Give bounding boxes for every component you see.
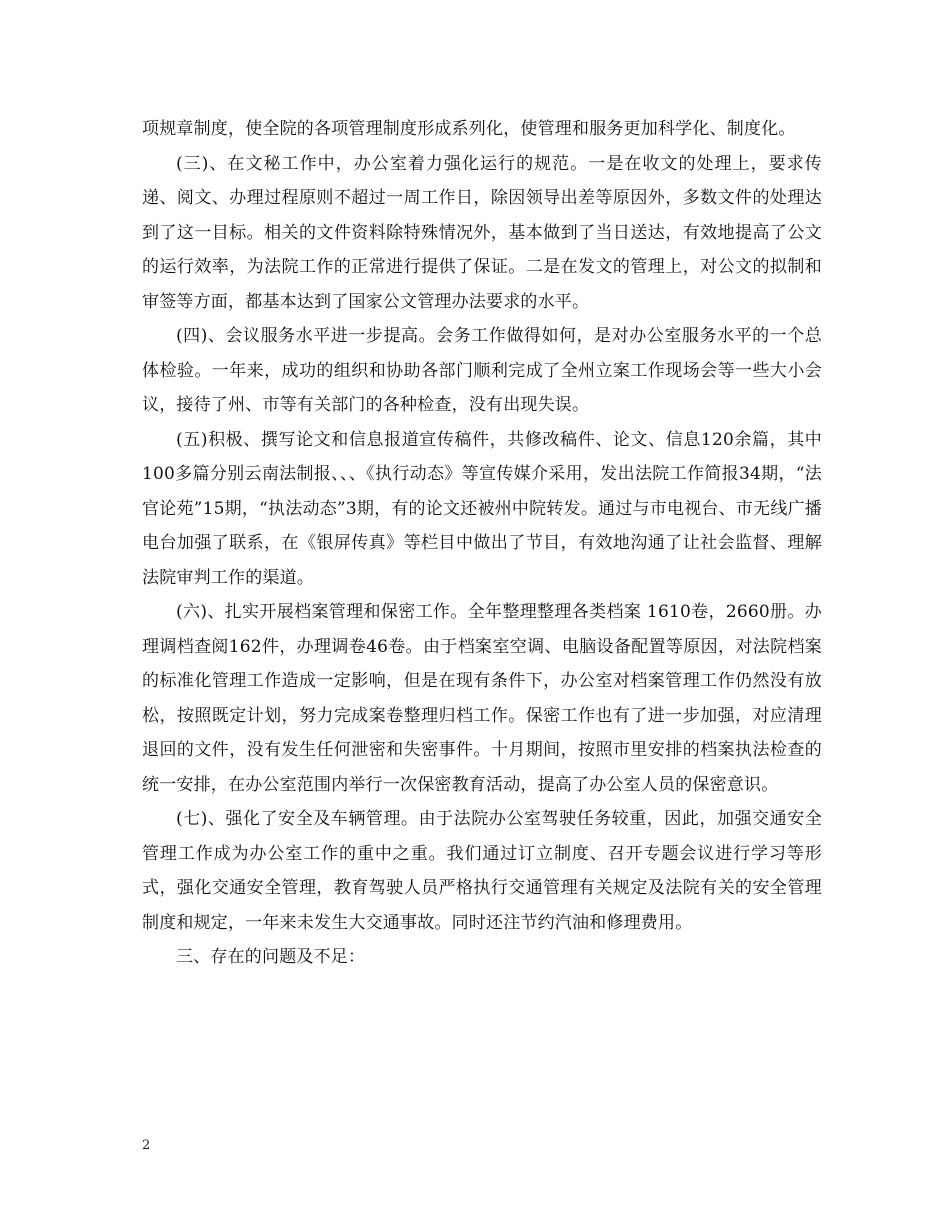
paragraph-meeting-service: (四)、会议服务水平进一步提高。会务工作做得如何，是对办公室服务水平的一个总体检验。一年来，成功的组织和协助各部门顺利完成了全州立案工作现场会等一些大小会议，接待了州、市等有关部门的各种检查，没有出现失误。	[142, 326, 822, 415]
document-body	[142, 112, 822, 975]
paragraph-continuation: 项规章制度，使全院的各项管理制度形成系列化，使管理和服务更加科学化、制度化。	[142, 119, 796, 139]
paragraph-secretarial-work: (三)、在文秘工作中，办公室着力强化运行的规范。一是在收文的处理上，要求传递、阅文、办理过程原则不超过一周工作日，除因领导出差等原因外，多数文件的处理达到了这一目标。相关的文件资料除特殊情况外，基本做到了当日送达，有效地提高了公文的运行效率，为法院工作的正常进行提供了保证。二是在发文的管理上，对公文的拟制和审签等方面，都基本达到了国家公文管理办法要求的水平。	[142, 153, 822, 312]
page-number: 2	[142, 1138, 151, 1153]
paragraph-archive-management: (六)、扎实开展档案管理和保密工作。全年整理整理各类档案 1610卷，2660册。办理调档查阅162件，办理调卷46卷。由于档案室空调、电脑设备配置等原因，对法院档案的标准化管理工作造成一定影响，但是在现有条件下，办公室对档案管理工作仍然没有放松，按照既定计划，努力完成案卷整理归档工作。保密工作也有了进一步加强，对应清理退回的文件，没有发生任何泄密和失密事件。十月期间，按照市里安排的档案执法检查的统一安排，在办公室范围内举行一次保密教育活动，提高了办公室人员的保密意识。	[142, 602, 822, 795]
paragraph-vehicle-safety: (七)、强化了安全及车辆管理。由于法院办公室驾驶任务较重，因此，加强交通安全管理工作成为办公室工作的重中之重。我们通过订立制度、召开专题会议进行学习等形式，强化交通安全管理，教育驾驶人员严格执行交通管理有关规定及法院有关的安全管理制度和规定，一年来未发生大交通事故。同时还注节约汽油和修理费用。	[142, 809, 822, 933]
paragraph-publicity-writing: (五)积极、撰写论文和信息报道宣传稿件，共修改稿件、论文、信息120余篇，其中100多篇分别云南法制报、、、《执行动态》等宣传媒介采用，发出法院工作简报34期，“法官论苑”15期，“执法动态”3期，有的论文还被州中院转发。通过与市电视台、市无线广播电台加强了联系，在《银屏传真》等栏目中做出了节目，有效地沟通了让社会监督、理解法院审判工作的渠道。	[142, 429, 822, 588]
section-heading-problems: 三、存在的问题及不足：	[176, 947, 366, 967]
